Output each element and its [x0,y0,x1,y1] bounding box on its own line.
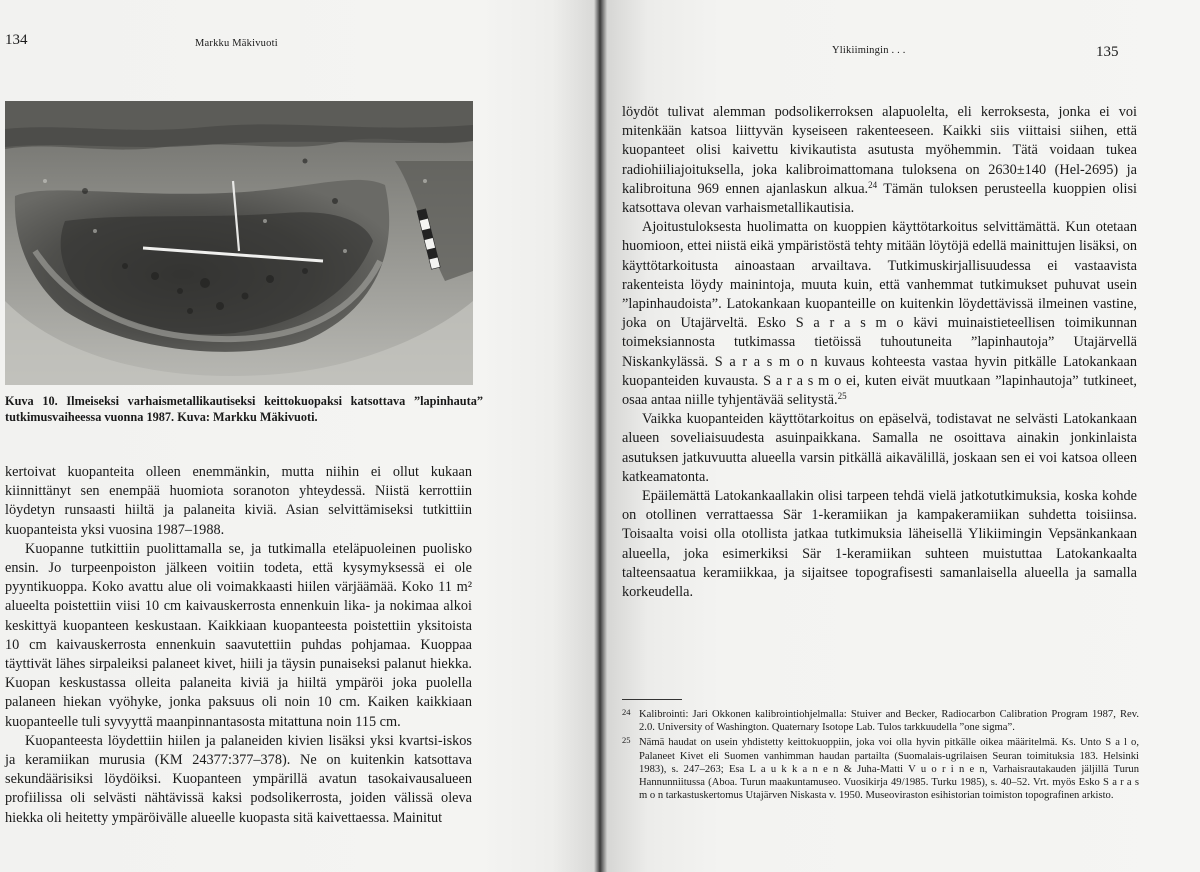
footnote-ref[interactable]: 25 [837,391,847,402]
page-number-left: 134 [5,32,28,48]
footnote-divider [622,699,682,700]
paragraph [622,218,1137,410]
footnote-text: Kalibrointi: Jari Okkonen kalibrointiohjelmalla: Stuiver and Becker, Radiocarbon Calibration Program 1987, Rev. 2.0. University of Washington. Quaternary Isotope Lab. Tulos tarkkuudella ”one sigma”. [639,709,1139,734]
excavation-photo [5,101,473,385]
figure-caption: Kuva 10. Ilmeiseksi varhaismetallikautiseksi keittokuopaksi katsottava ”lapinhauta” tutkimusvaiheessa vuonna 1987. Kuva: Markku Mäkivuoti. [5,394,483,424]
footnote-ref[interactable]: 24 [868,179,878,190]
paragraph: Vaikka kuopanteiden käyttötarkoitus on epäselvä, todistavat ne selvästi Latokankaan alueen soveliaisuudesta asuinpaikkana. Samalla ne osoittava ainakin jonkinlaista asutuksen jatkuvuutta alueella varsin pitkällä aikavälillä, joskaan sen ei voi katsoa olleen katkeamatonta. [622,411,1137,485]
running-head-right: Ylikiimingin . . . [832,45,906,56]
paragraph: Epäilemättä Latokankaallakin olisi tarpeen tehdä vielä jatkotutkimuksia, koska kohde on otollinen verrattaessa Sär 1-keramiikan ja kampakeramiikan suhdetta toisiinsa. Toisaalta voisi olla otollista jatkaa tutkimuksia läheisellä Ylikiimingin Vepsänkankaan alueella, joka esimerkiksi Sär 1-keramiikan suhteen muistuttaa Latokankaalta talteensaatua keramiikkaa, ja sijaitsee topografisesti samanlaisella alueella ja samalla korkeudella. [622,488,1137,601]
right-page [600,0,1200,872]
right-body-text [622,103,1137,602]
paragraph [622,103,1137,218]
paragraph-text: löydöt tulivat alemman podsolikerroksen alapuolelta, eli kerroksesta, jonka ei voi mitenkään katsoa liittyvän kyseiseen rakenteeseen. Kaikki siis viittaisi siihen, että kuopanteet olisi kaivettu kivikautista asutusta myöhemmin. Tätä voidaan tukea radiohiiliajoituksella, joka kalibroimattomana tuloksena on 2630±140 (Hel-2695) ja kalibroituna 969 ennen ajanlaskun alkua. [622,104,1137,197]
left-page [0,0,560,872]
footnote [622,736,1139,802]
footnote [622,708,1139,734]
paragraph-text-continued: Tämän tuloksen perusteella kuoppien olisi katsottava olevan varhaismetallikautisia. [622,180,1137,217]
footnotes [622,708,1139,804]
running-head-left: Markku Mäkivuoti [195,38,278,49]
paragraph: kertoivat kuopanteita olleen enemmänkin, mutta niihin ei ollut kukaan kiinnittänyt sen enempää huomiota soranoton yhteydessä. Niistä kerrottiin löydetyn runsaasti hiiltä ja palaneita kiviä. Asian selvittämiseksi tutkittiin kuopanteista yksi vuosina 1987–1988. [5,464,472,538]
page-number-right: 135 [1096,44,1119,60]
footnote-number: 25 [622,735,631,746]
paragraph: Kuopanteesta löydettiin hiilen ja palaneiden kivien lisäksi yksi kvartsi-iskos ja keramiikan murusia (KM 24377:377–378). Ne on kuitenkin katsottava sekundäärisiksi löydöiksi. Kuopanteen ympärillä avatun tasokaivausalueen profiilissa oli selvästi nähtävissä kaksi podsolikerrosta, joiden välissä oleva hiekka oli heitetty ympäröivälle alueelle kuopasta sitä kaivettaessa. Mainitut [5,732,472,826]
paragraph-text: Ajoitustuloksesta huolimatta on kuoppien käyttötarkoitus selvittämättä. Kun otetaan huomioon, ettei niistä eikä ympäristöstä tehty mitään löytöjä edellä mainittujen lisäksi, on käyttötarkoitusta ainoastaan arvailtava. Tutkimuskirjallisuudessa ei vastaavista rakenteista löydy mainintoja, muuta kuin, että vanhemmat tutkimukset puhuvat usein ”lapinhaudoista”. Latokankaan kuopanteille on kuitenkin löydettävissä ilmeinen vastine, joka on Utajärveltä. Esko S a r a s m o kävi muinaistieteellisen toimikunnan toimeksiannosta tutkimassa tietöissä tuhoutuneita ”lapinhautoja” Utajärvellä Niskankylässä. S a r a s m o n kuvaus kohteesta vastaa hyvin pitkälle Latokankaan kuopanteiden kuvausta. S a r a s m o ei, kuten eivät muutkaan ”lapinhautoja” tutkineet, osaa antaa niille tyhjentävää selitystä. [622,219,1137,409]
footnote-number: 24 [622,707,631,717]
excavation-photo-image [5,101,473,385]
footnote-text: Nämä haudat on usein yhdistetty keittokuoppiin, joka voi olla hyvin pitkälle oikea määritelmä. Ks. Unto S a l o, Palaneet Kivet eli Suomen vanhimman haudan partailta (Suomalais-ugrilaisen Seuran toimituksia 183. Helsinki 1983), s. 247–263; Esa L a u k k a n e n & Juha-Matti V u o r i n e n, Varhaisrautakauden jäljillä Turun Hannunniitussa (Aboa. Turun maakuntamuseo. Vuosikirja 49/1985. Turku 1985), s. 40–52. Vrt. myös Esko S a r a s m o n tarkastuskertomus Utajärven Niskasta v. 1950. Museoviraston esihistorian toimiston topografinen arkisto. [639,737,1139,802]
left-body-text [5,463,472,828]
paragraph: Kuopanne tutkittiin puolittamalla se, ja tutkimalla eteläpuoleinen puolisko ensin. Jo turpeenpoiston jälkeen voitiin todeta, että kysymyksessä ei ole pyyntikuoppa. Koko avattu alue oli voimakkaasti hiilen värjäämää. Koko 11 m² alueelta poistettiin viisi 10 cm kaivauskerrosta ennenkuin lika- ja nokimaa alkoi keskittyä kuopanteen keskustaan. Kaikkiaan kuopanteesta poistettiin yksitoista 10 cm kaivauskerrosta ennenkuin saavutettiin puhdas pohjamaa. Kuoppaa täyttivät lähes sirpaleiksi palaneet kivet, hiili ja täysin punaiseksi palanut hiekka. Kuopan keskustassa olleita palaneita kiviä ja hiiltä ympäröi joka puolella palaneen hiekan vyöhyke, jonka paksuus oli noin 10 cm. Kaiken kaikkiaan kuopanteelle tuli syvyyttä maanpinnantasosta mitattuna noin 115 cm. [5,540,472,730]
